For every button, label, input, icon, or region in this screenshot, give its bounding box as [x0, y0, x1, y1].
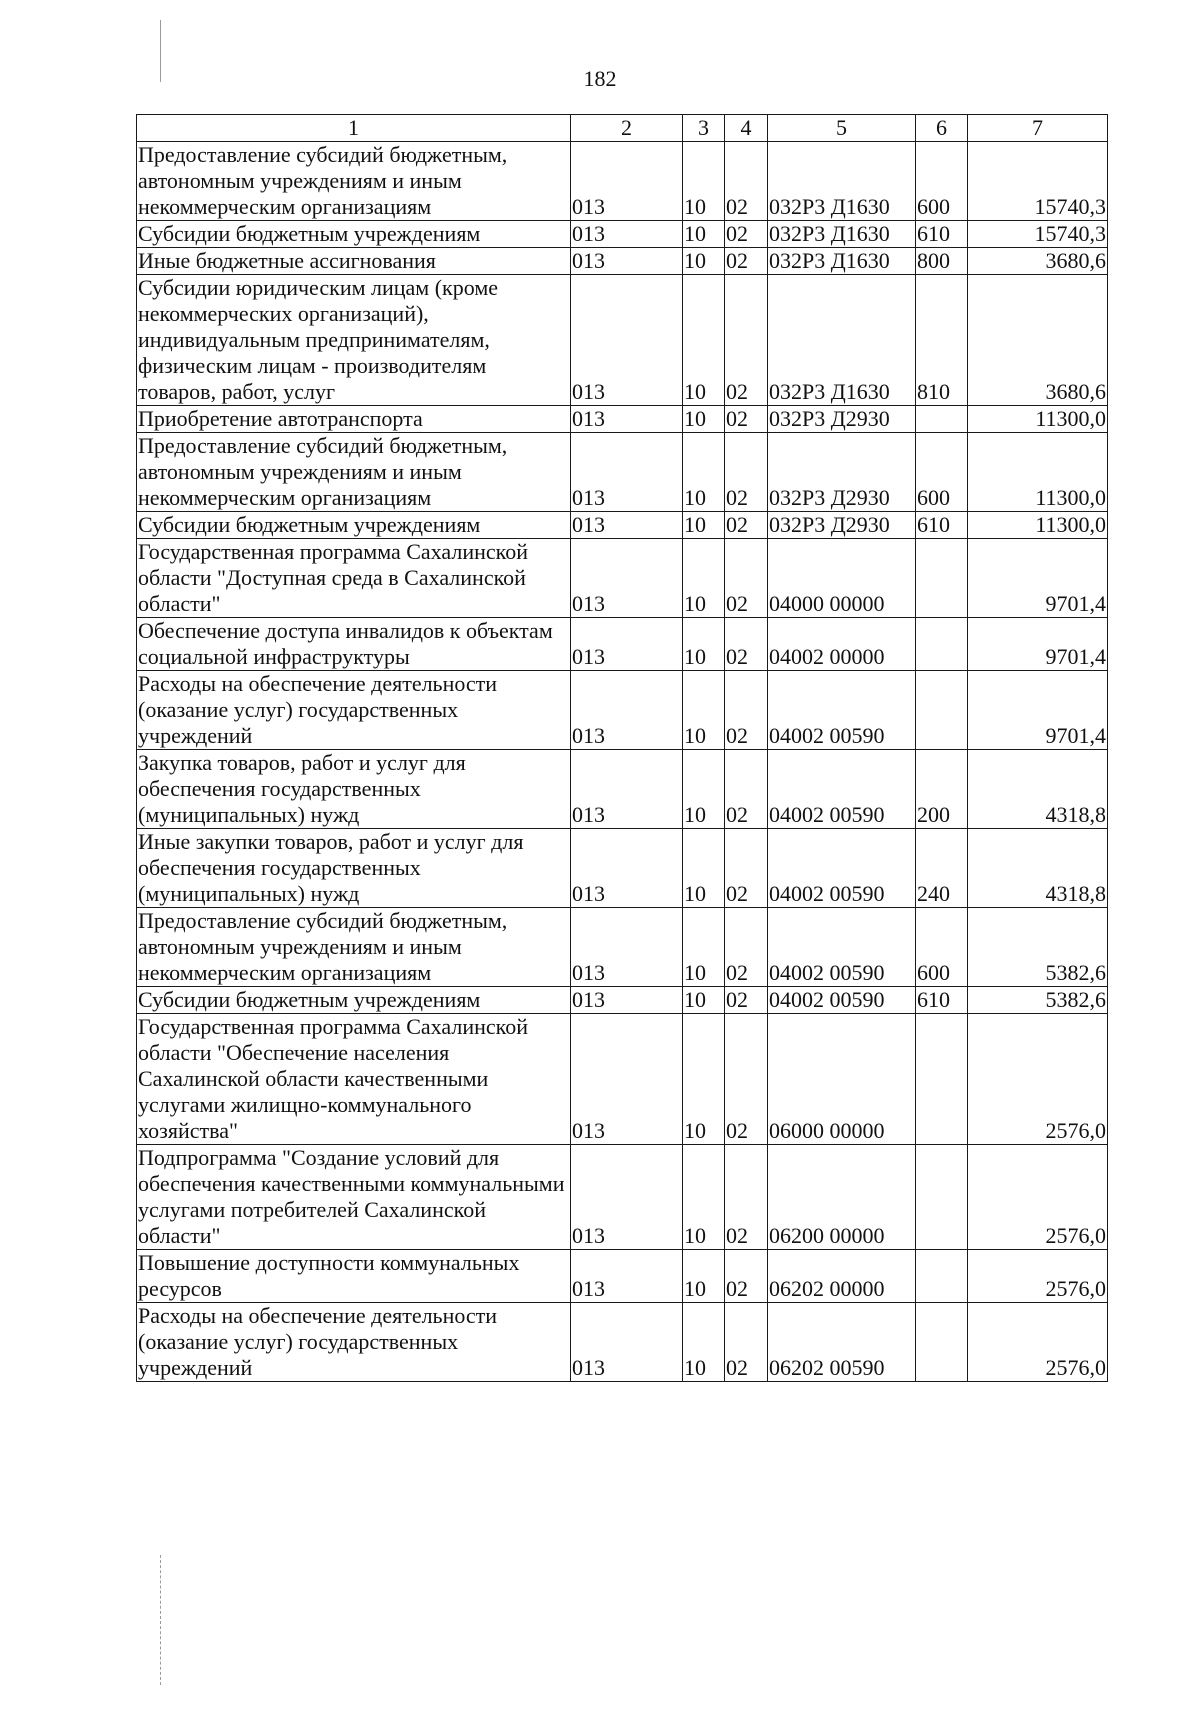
target-article-code: 032Р3 Д1630 — [768, 221, 916, 248]
expense-type-code — [916, 1145, 968, 1250]
admin-code: 013 — [571, 539, 683, 618]
expense-type-code: 610 — [916, 987, 968, 1014]
admin-code: 013 — [571, 618, 683, 671]
section-code: 10 — [683, 433, 725, 512]
expense-type-code: 600 — [916, 908, 968, 987]
target-article-code: 032Р3 Д1630 — [768, 275, 916, 406]
admin-code: 013 — [571, 406, 683, 433]
section-code: 10 — [683, 1250, 725, 1303]
column-header: 1 — [137, 115, 571, 142]
margin-line-bottom — [160, 1555, 161, 1685]
subsection-code: 02 — [725, 829, 768, 908]
section-code: 10 — [683, 987, 725, 1014]
subsection-code: 02 — [725, 750, 768, 829]
row-description: Предоставление субсидий бюджетным, автономным учреждениям и иным некоммерческим организациям — [137, 908, 571, 987]
target-article-code: 04000 00000 — [768, 539, 916, 618]
table-row — [137, 275, 1108, 406]
amount: 15740,3 — [968, 142, 1108, 221]
amount: 5382,6 — [968, 987, 1108, 1014]
expense-type-code: 800 — [916, 248, 968, 275]
expense-type-code — [916, 618, 968, 671]
section-code: 10 — [683, 829, 725, 908]
table-row — [137, 1303, 1108, 1382]
subsection-code: 02 — [725, 671, 768, 750]
section-code: 10 — [683, 275, 725, 406]
column-header: 2 — [571, 115, 683, 142]
expense-type-code — [916, 1014, 968, 1145]
admin-code: 013 — [571, 512, 683, 539]
row-description: Субсидии бюджетным учреждениям — [137, 987, 571, 1014]
amount: 4318,8 — [968, 750, 1108, 829]
page-number: 182 — [583, 66, 617, 91]
expense-type-code — [916, 406, 968, 433]
table-row — [137, 142, 1108, 221]
expense-type-code — [916, 539, 968, 618]
table-row — [137, 1250, 1108, 1303]
column-header: 3 — [683, 115, 725, 142]
section-code: 10 — [683, 618, 725, 671]
column-header: 7 — [968, 115, 1108, 142]
target-article-code: 04002 00590 — [768, 750, 916, 829]
expense-type-code — [916, 1303, 968, 1382]
table-row — [137, 1014, 1108, 1145]
admin-code: 013 — [571, 433, 683, 512]
row-description: Иные закупки товаров, работ и услуг для обеспечения государственных (муниципальных) нужд — [137, 829, 571, 908]
amount: 9701,4 — [968, 671, 1108, 750]
amount: 2576,0 — [968, 1303, 1108, 1382]
column-header: 4 — [725, 115, 768, 142]
admin-code: 013 — [571, 248, 683, 275]
section-code: 10 — [683, 1145, 725, 1250]
target-article-code: 032Р3 Д2930 — [768, 406, 916, 433]
target-article-code: 06000 00000 — [768, 1014, 916, 1145]
amount: 3680,6 — [968, 275, 1108, 406]
expense-type-code: 810 — [916, 275, 968, 406]
table-row — [137, 433, 1108, 512]
amount: 3680,6 — [968, 248, 1108, 275]
row-description: Предоставление субсидий бюджетным, автономным учреждениям и иным некоммерческим организациям — [137, 142, 571, 221]
subsection-code: 02 — [725, 908, 768, 987]
admin-code: 013 — [571, 987, 683, 1014]
row-description: Субсидии бюджетным учреждениям — [137, 221, 571, 248]
header-row — [137, 115, 1108, 142]
table-row — [137, 221, 1108, 248]
table-row — [137, 987, 1108, 1014]
amount: 2576,0 — [968, 1014, 1108, 1145]
admin-code: 013 — [571, 829, 683, 908]
subsection-code: 02 — [725, 406, 768, 433]
subsection-code: 02 — [725, 142, 768, 221]
table-row — [137, 618, 1108, 671]
subsection-code: 02 — [725, 221, 768, 248]
row-description: Подпрограмма "Создание условий для обеспечения качественными коммунальными услугами потребителей Сахалинской области" — [137, 1145, 571, 1250]
section-code: 10 — [683, 142, 725, 221]
target-article-code: 032Р3 Д1630 — [768, 142, 916, 221]
section-code: 10 — [683, 750, 725, 829]
amount: 9701,4 — [968, 539, 1108, 618]
row-description: Повышение доступности коммунальных ресурсов — [137, 1250, 571, 1303]
section-code: 10 — [683, 221, 725, 248]
table-row — [137, 750, 1108, 829]
expense-type-code: 600 — [916, 433, 968, 512]
target-article-code: 04002 00590 — [768, 671, 916, 750]
admin-code: 013 — [571, 221, 683, 248]
row-description: Приобретение автотранспорта — [137, 406, 571, 433]
admin-code: 013 — [571, 1014, 683, 1145]
subsection-code: 02 — [725, 1014, 768, 1145]
amount: 9701,4 — [968, 618, 1108, 671]
table-row — [137, 512, 1108, 539]
table-row — [137, 1145, 1108, 1250]
subsection-code: 02 — [725, 433, 768, 512]
row-description: Закупка товаров, работ и услуг для обеспечения государственных (муниципальных) нужд — [137, 750, 571, 829]
section-code: 10 — [683, 1014, 725, 1145]
row-description: Государственная программа Сахалинской области "Доступная среда в Сахалинской области" — [137, 539, 571, 618]
amount: 15740,3 — [968, 221, 1108, 248]
admin-code: 013 — [571, 275, 683, 406]
target-article-code: 04002 00590 — [768, 987, 916, 1014]
subsection-code: 02 — [725, 275, 768, 406]
amount: 4318,8 — [968, 829, 1108, 908]
section-code: 10 — [683, 406, 725, 433]
expense-type-code — [916, 1250, 968, 1303]
subsection-code: 02 — [725, 1250, 768, 1303]
expense-type-code: 240 — [916, 829, 968, 908]
subsection-code: 02 — [725, 987, 768, 1014]
row-description: Государственная программа Сахалинской области "Обеспечение населения Сахалинской области качественными услугами жилищно-коммунального хозяйства" — [137, 1014, 571, 1145]
admin-code: 013 — [571, 142, 683, 221]
admin-code: 013 — [571, 1303, 683, 1382]
target-article-code: 06200 00000 — [768, 1145, 916, 1250]
target-article-code: 04002 00000 — [768, 618, 916, 671]
admin-code: 013 — [571, 1145, 683, 1250]
table-row — [137, 248, 1108, 275]
section-code: 10 — [683, 908, 725, 987]
table-row — [137, 908, 1108, 987]
admin-code: 013 — [571, 1250, 683, 1303]
expense-type-code: 610 — [916, 512, 968, 539]
expense-type-code: 610 — [916, 221, 968, 248]
amount: 11300,0 — [968, 406, 1108, 433]
section-code: 10 — [683, 248, 725, 275]
column-header: 6 — [916, 115, 968, 142]
admin-code: 013 — [571, 750, 683, 829]
table-row — [137, 406, 1108, 433]
amount: 11300,0 — [968, 512, 1108, 539]
admin-code: 013 — [571, 671, 683, 750]
target-article-code: 06202 00000 — [768, 1250, 916, 1303]
target-article-code: 032Р3 Д2930 — [768, 512, 916, 539]
table-row — [137, 829, 1108, 908]
subsection-code: 02 — [725, 512, 768, 539]
amount: 2576,0 — [968, 1145, 1108, 1250]
table-row — [137, 671, 1108, 750]
admin-code: 013 — [571, 908, 683, 987]
subsection-code: 02 — [725, 618, 768, 671]
subsection-code: 02 — [725, 1303, 768, 1382]
section-code: 10 — [683, 539, 725, 618]
row-description: Субсидии бюджетным учреждениям — [137, 512, 571, 539]
section-code: 10 — [683, 671, 725, 750]
section-code: 10 — [683, 1303, 725, 1382]
section-code: 10 — [683, 512, 725, 539]
row-description: Предоставление субсидий бюджетным, автономным учреждениям и иным некоммерческим организациям — [137, 433, 571, 512]
expense-type-code — [916, 671, 968, 750]
expense-type-code: 600 — [916, 142, 968, 221]
target-article-code: 04002 00590 — [768, 908, 916, 987]
subsection-code: 02 — [725, 248, 768, 275]
row-description: Расходы на обеспечение деятельности (оказание услуг) государственных учреждений — [137, 1303, 571, 1382]
subsection-code: 02 — [725, 539, 768, 618]
target-article-code: 032Р3 Д2930 — [768, 433, 916, 512]
row-description: Субсидии юридическим лицам (кроме некоммерческих организаций), индивидуальным предпринимателям, физическим лицам - производителям товаров, работ, услуг — [137, 275, 571, 406]
amount: 11300,0 — [968, 433, 1108, 512]
column-header: 5 — [768, 115, 916, 142]
amount: 5382,6 — [968, 908, 1108, 987]
target-article-code: 04002 00590 — [768, 829, 916, 908]
budget-table — [136, 114, 1108, 1382]
amount: 2576,0 — [968, 1250, 1108, 1303]
row-description: Расходы на обеспечение деятельности (оказание услуг) государственных учреждений — [137, 671, 571, 750]
subsection-code: 02 — [725, 1145, 768, 1250]
row-description: Обеспечение доступа инвалидов к объектам социальной инфраструктуры — [137, 618, 571, 671]
table-row — [137, 539, 1108, 618]
target-article-code: 032Р3 Д1630 — [768, 248, 916, 275]
expense-type-code: 200 — [916, 750, 968, 829]
target-article-code: 06202 00590 — [768, 1303, 916, 1382]
row-description: Иные бюджетные ассигнования — [137, 248, 571, 275]
